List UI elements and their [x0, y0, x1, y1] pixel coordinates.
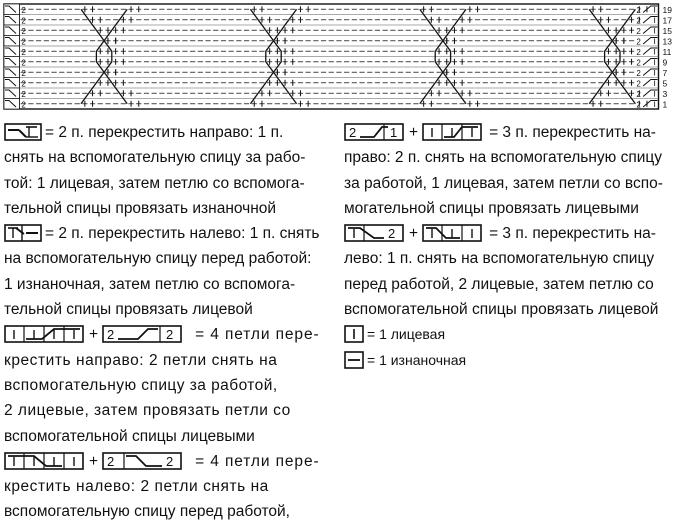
legend-text: = 1 лицевая	[367, 326, 446, 343]
legend-left-column	[4, 120, 332, 525]
chart-cell-label: 2	[636, 48, 641, 57]
cell-2-label: 2	[107, 327, 115, 343]
legend-text: крестить налево: 2 петли снять на	[4, 478, 269, 496]
legend-text: за работой, 1 лицевая, затем петли со вспо-	[344, 174, 663, 192]
legend-text: = 1 изнаночная	[367, 351, 467, 368]
cross-3-right-symbol-b	[422, 123, 482, 141]
cross-2-right-symbol	[4, 123, 42, 141]
chart-cell-label: 2	[636, 37, 641, 47]
chart-cell-label: 2	[21, 69, 26, 78]
chart-cell-label: 2	[21, 48, 26, 57]
legend-text: той: 1 лицевая, затем петлю со вспомога-	[4, 174, 305, 192]
legend-text: = 2 п. перекрестить направо: 1 п.	[45, 124, 284, 141]
legend-text: право: 2 п. снять на вспомогательную спицу	[344, 149, 663, 167]
legend-text: тельной спицы провязать изнаночной	[4, 199, 277, 217]
cross-2-left-symbol	[4, 224, 42, 242]
legend-item-cross-3-left	[344, 221, 690, 246]
row-number: 9	[662, 57, 668, 68]
legend-text: лево: 1 п. снять на вспомогательную спицу	[344, 250, 655, 268]
legend-text: снять на вспомогательную спицу за рабо-	[4, 149, 306, 167]
row-number: 17	[662, 15, 672, 26]
row-numbers	[663, 5, 673, 110]
cross-3-right-symbol-a	[344, 123, 404, 141]
chart-cell-label: 2	[636, 100, 641, 110]
legend-text: тельной спицы провязать лицевой	[4, 301, 253, 319]
legend-text: = 3 п. перекрестить на-	[489, 225, 656, 243]
legend-text: вспомогательную спицу за работой,	[4, 376, 278, 394]
cell-2-label: 2	[388, 226, 396, 242]
row-number: 7	[662, 68, 668, 78]
row-number: 5	[662, 78, 668, 89]
chart-cell-label: 2	[21, 79, 26, 89]
legend-text: на вспомогательную спицу перед работой:	[4, 250, 312, 268]
row-number: 11	[662, 47, 672, 57]
legend-text: вспомогательной спицы лицевыми	[4, 427, 255, 445]
legend-item-cross-2-left	[4, 221, 332, 246]
chart-cell-label: 2	[636, 90, 641, 99]
row-number: 19	[662, 5, 672, 15]
chart-cell-label: 2	[636, 27, 641, 36]
chart-cell-label: 2	[636, 6, 641, 15]
legend-item-purl	[344, 348, 690, 373]
chart-cell-label: 2	[21, 37, 26, 47]
chart-cell-label: 2	[21, 27, 26, 36]
legend-right-column	[344, 120, 690, 373]
legend-text: = 2 п. перекрестить налево: 1 п. снять	[45, 225, 320, 243]
chart-cell-label: 2	[636, 69, 641, 78]
chart-cell-label: 2	[21, 90, 26, 99]
row-number: 15	[662, 26, 672, 36]
plus-sign: +	[409, 225, 419, 243]
purl-symbol	[344, 351, 364, 369]
legend-text: = 4 петли пере-	[195, 452, 320, 470]
cross-4-right-symbol-a	[4, 325, 84, 343]
plus-sign: +	[89, 326, 99, 344]
row-number: 13	[662, 36, 672, 47]
legend-text: = 3 п. перекрестить на-	[489, 124, 656, 141]
chart-cell-label: 2	[21, 100, 26, 110]
legend-text: 1 изнаночная, затем петлю со вспомога-	[4, 275, 296, 293]
cell-2-label: 2	[166, 453, 174, 469]
cell-1-label: 1	[390, 125, 398, 140]
plus-sign: +	[409, 124, 419, 141]
legend-item-cross-2-right	[4, 120, 332, 145]
cross-4-right-symbol-b	[102, 325, 182, 343]
chart-cell-label: 2	[636, 79, 641, 89]
cell-2-label: 2	[166, 327, 174, 343]
knit-symbol	[344, 325, 364, 343]
cross-3-left-symbol-a	[344, 224, 404, 242]
legend-text: перед работой, 2 лицевые, затем петлю со	[344, 275, 654, 293]
knitting-chart	[0, 0, 690, 112]
legend-text: крестить направо: 2 петли снять на	[4, 351, 278, 369]
cross-4-left-symbol-b	[102, 452, 182, 470]
legend-item-cross-3-right	[344, 120, 690, 145]
legend-text: вспомогательную спицу перед работой,	[4, 503, 290, 521]
row-number: 1	[662, 99, 668, 110]
row-number: 3	[662, 89, 668, 99]
legend-text: 2 лицевые, затем провязать петли со	[4, 402, 291, 420]
chart-cell-label: 2	[21, 6, 26, 15]
cross-4-left-symbol-a	[4, 452, 84, 470]
cross-3-left-symbol-b	[422, 224, 482, 242]
legend-item-cross-4-right	[4, 322, 332, 347]
cell-2-label: 2	[107, 453, 115, 469]
legend-text: = 4 петли пере-	[195, 326, 320, 344]
legend-item-knit	[344, 322, 690, 347]
chart-cell-label: 2	[636, 58, 641, 68]
chart-cell-label: 2	[21, 58, 26, 68]
legend-item-cross-4-left	[4, 449, 332, 474]
chart-cell-label: 2	[636, 16, 641, 26]
chart-cell-label: 2	[21, 16, 26, 26]
legend-text: вспомогательной спицы провязать лицевой	[344, 301, 659, 319]
cell-2-label: 2	[349, 125, 357, 140]
legend-text: могательной спицы провязать лицевыми	[344, 199, 639, 217]
plus-sign: +	[89, 452, 99, 470]
